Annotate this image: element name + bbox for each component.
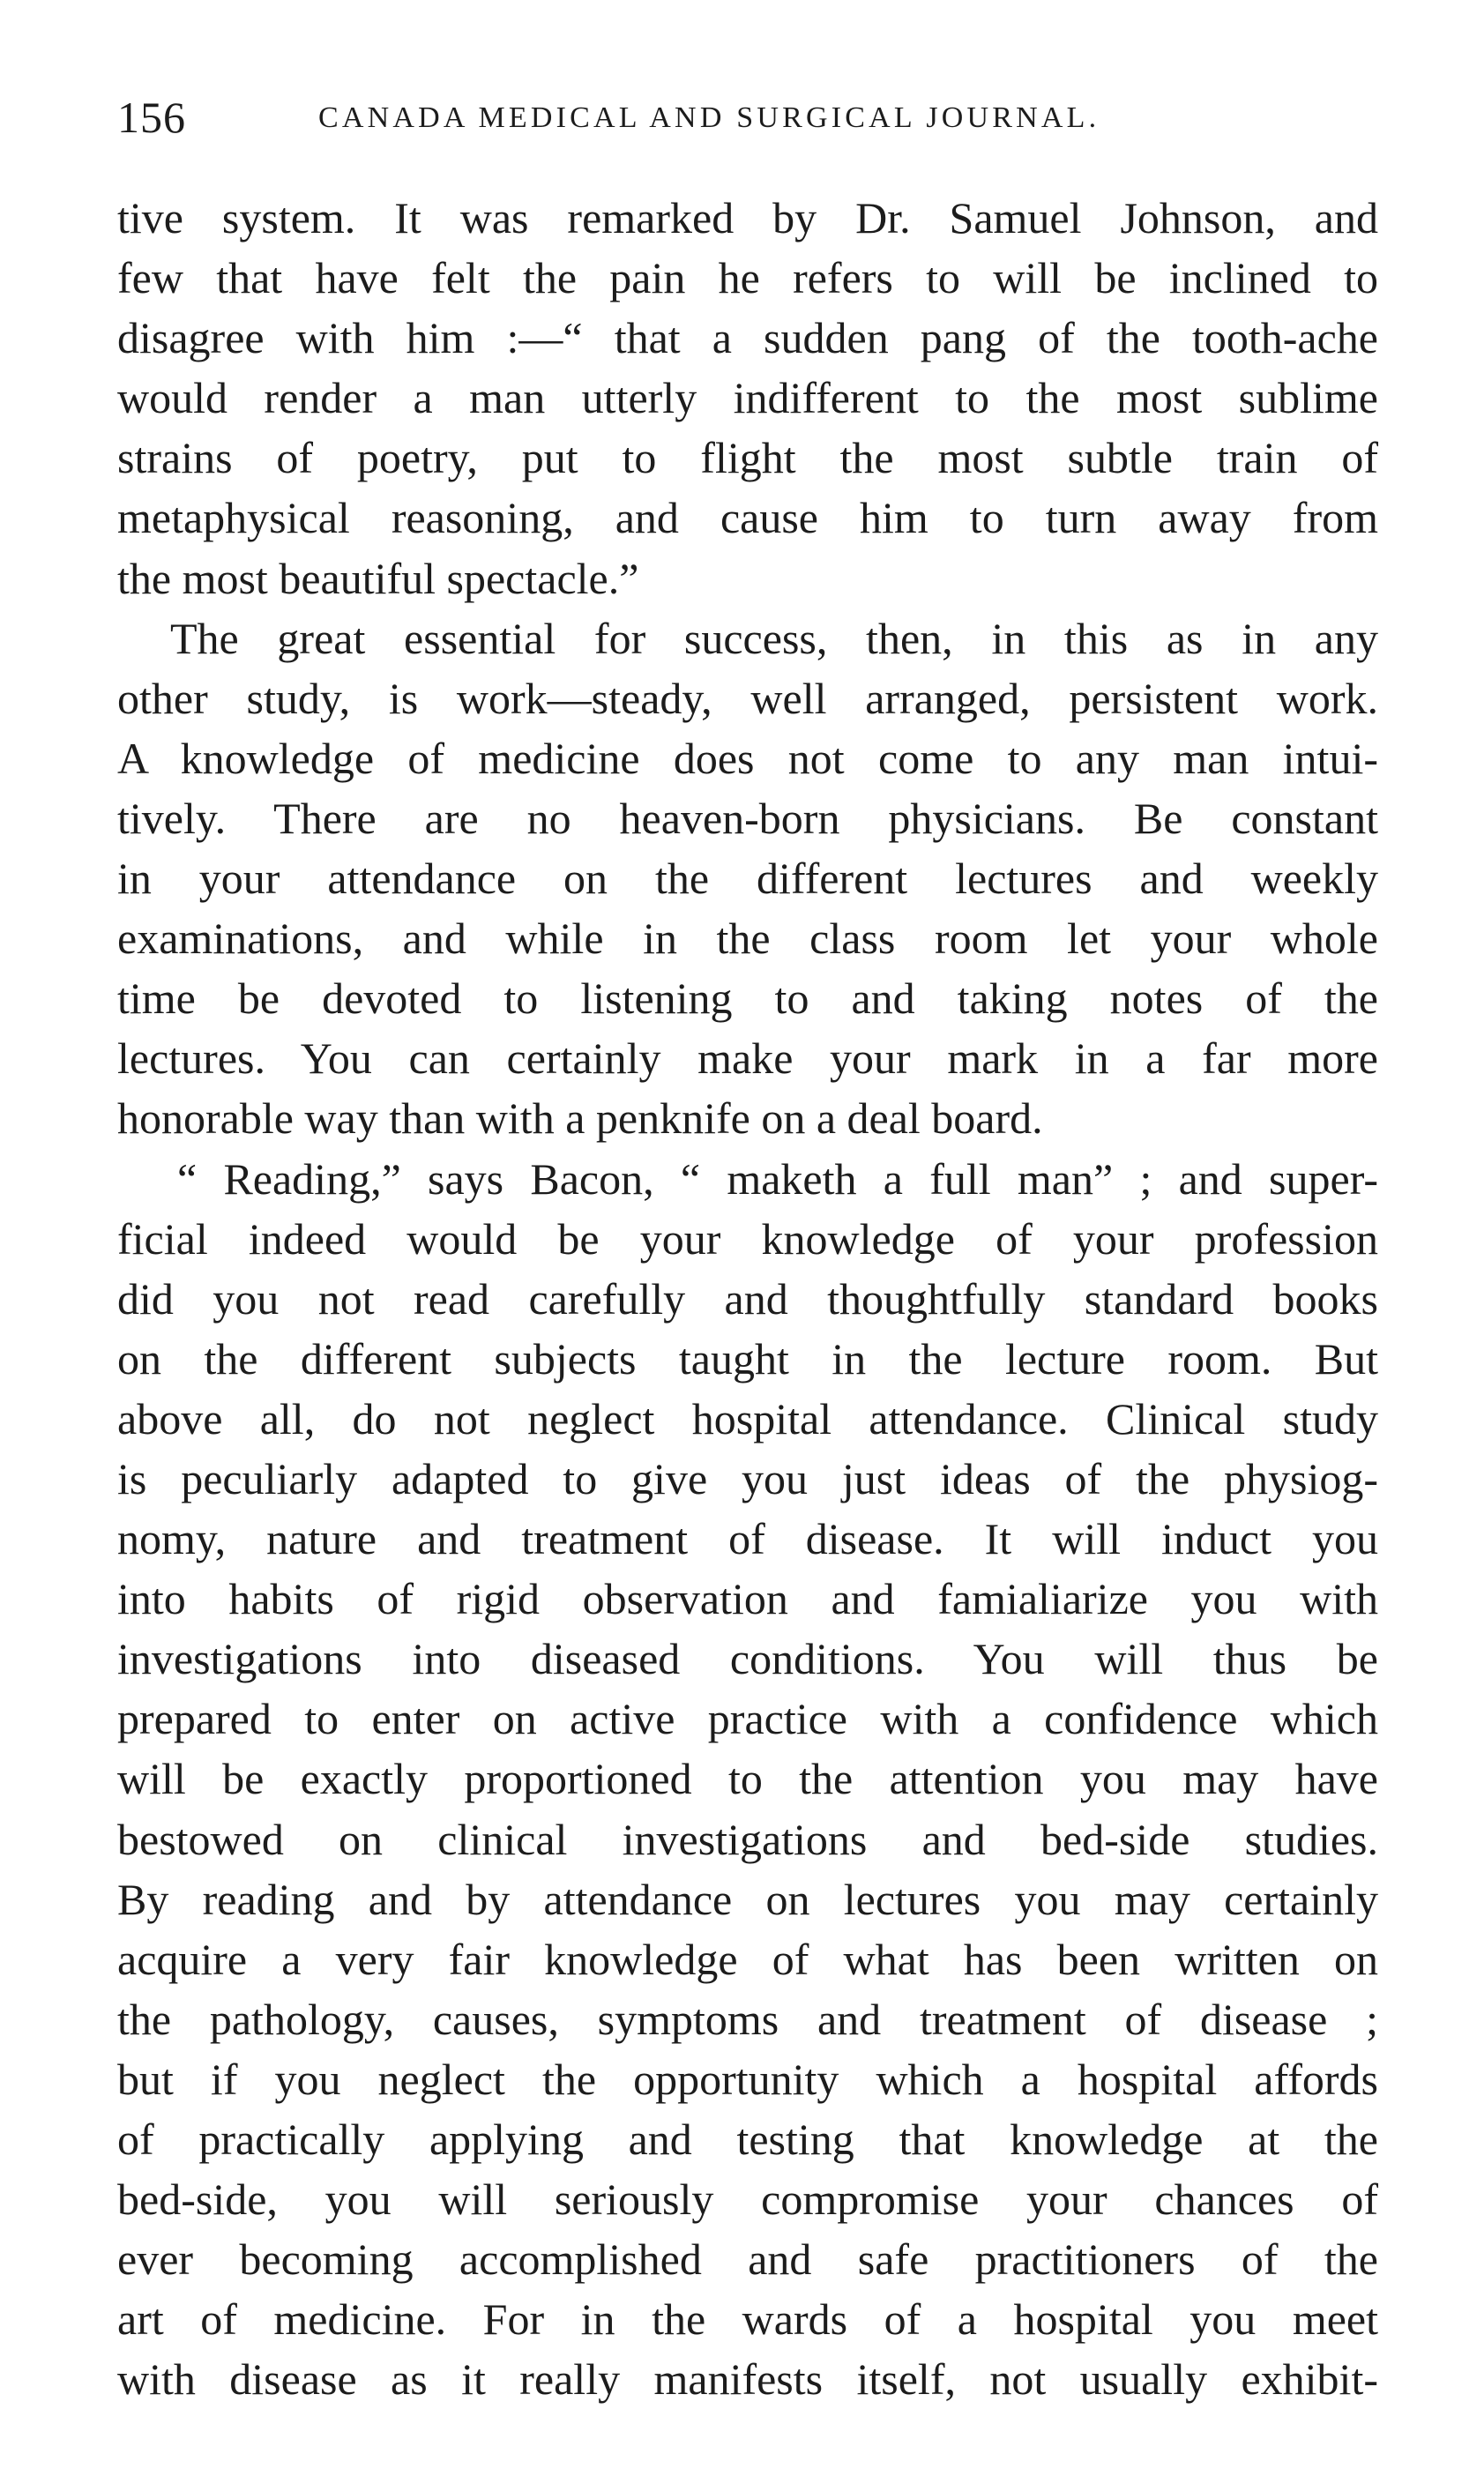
text-line: few that have felt the pain he refers to will be inclined to [117,253,1378,303]
text-line: on the different subjects taught in the lecture room. But [117,1333,1378,1384]
text-line: A knowledge of medicine does not come to any man intui- [117,733,1378,783]
text-line: will be exactly proportioned to the attention you may have [117,1754,1378,1804]
text-line: into habits of rigid observation and famialiarize you with [117,1574,1378,1624]
running-head [117,86,1378,148]
text-line: above all, do not neglect hospital attendance. Clinical study [117,1393,1378,1443]
text-line: ever becoming accomplished and safe practitioners of the [117,2234,1378,2285]
text-line: honorable way than with a penknife on a deal board. [117,1093,1043,1144]
text-line: bed-side, you will seriously compromise your chances of [117,2174,1378,2225]
text-line: disagree with him :—“ that a sudden pang of the tooth-ache [117,313,1378,363]
text-line: in your attendance on the different lectures and weekly [117,854,1378,904]
body-text [117,188,1378,2409]
text-line: but if you neglect the opportunity which a hospital affords [117,2054,1378,2104]
text-line: time be devoted to listening to and taking notes of the [117,973,1378,1024]
text-line: metaphysical reasoning, and cause him to turn away from [117,493,1378,543]
text-line: bestowed on clinical investigations and bed-side studies. [117,1814,1378,1864]
paragraph-start-line: “ Reading,” says Bacon, “ maketh a full man” ; and super- [177,1153,1378,1204]
text-line: By reading and by attendance on lectures you may certainly [117,1874,1378,1924]
text-line: art of medicine. For in the wards of a hospital you meet [117,2294,1378,2345]
paragraph-start-line: The great essential for success, then, in this as in any [170,613,1378,663]
page-number: 156 [117,93,186,142]
text-line: investigations into diseased conditions. You will thus be [117,1634,1378,1684]
journal-title: CANADA MEDICAL AND SURGICAL JOURNAL. [318,101,1100,134]
text-line: did you not read carefully and thoughtfully standard books [117,1273,1378,1324]
text-line: other study, is work—steady, well arranged, persistent work. [117,673,1378,723]
text-line: strains of poetry, put to flight the most subtle train of [117,433,1378,483]
text-line: the pathology, causes, symptoms and treatment of disease ; [117,1994,1378,2044]
text-line: the most beautiful spectacle.” [117,553,639,603]
text-line: ficial indeed would be your knowledge of your profession [117,1213,1378,1264]
text-line: examinations, and while in the class room let your whole [117,914,1378,964]
text-line: acquire a very fair knowledge of what has been written on [117,1934,1378,1984]
text-line: prepared to enter on active practice with a confidence which [117,1694,1378,1744]
text-line: would render a man utterly indifferent to the most sublime [117,373,1378,423]
text-line: with disease as it really manifests itself, not usually exhibit- [117,2354,1378,2405]
text-line: tively. There are no heaven-born physicians. Be constant [117,793,1378,843]
text-line: of practically applying and testing that knowledge at the [117,2115,1378,2164]
text-line: is peculiarly adapted to give you just ideas of the physiog- [117,1453,1378,1503]
text-line: tive system. It was remarked by Dr. Samuel Johnson, and [117,193,1378,242]
text-line: lectures. You can certainly make your mark in a far more [117,1033,1378,1084]
text-line: nomy, nature and treatment of disease. It will induct you [117,1514,1378,1564]
